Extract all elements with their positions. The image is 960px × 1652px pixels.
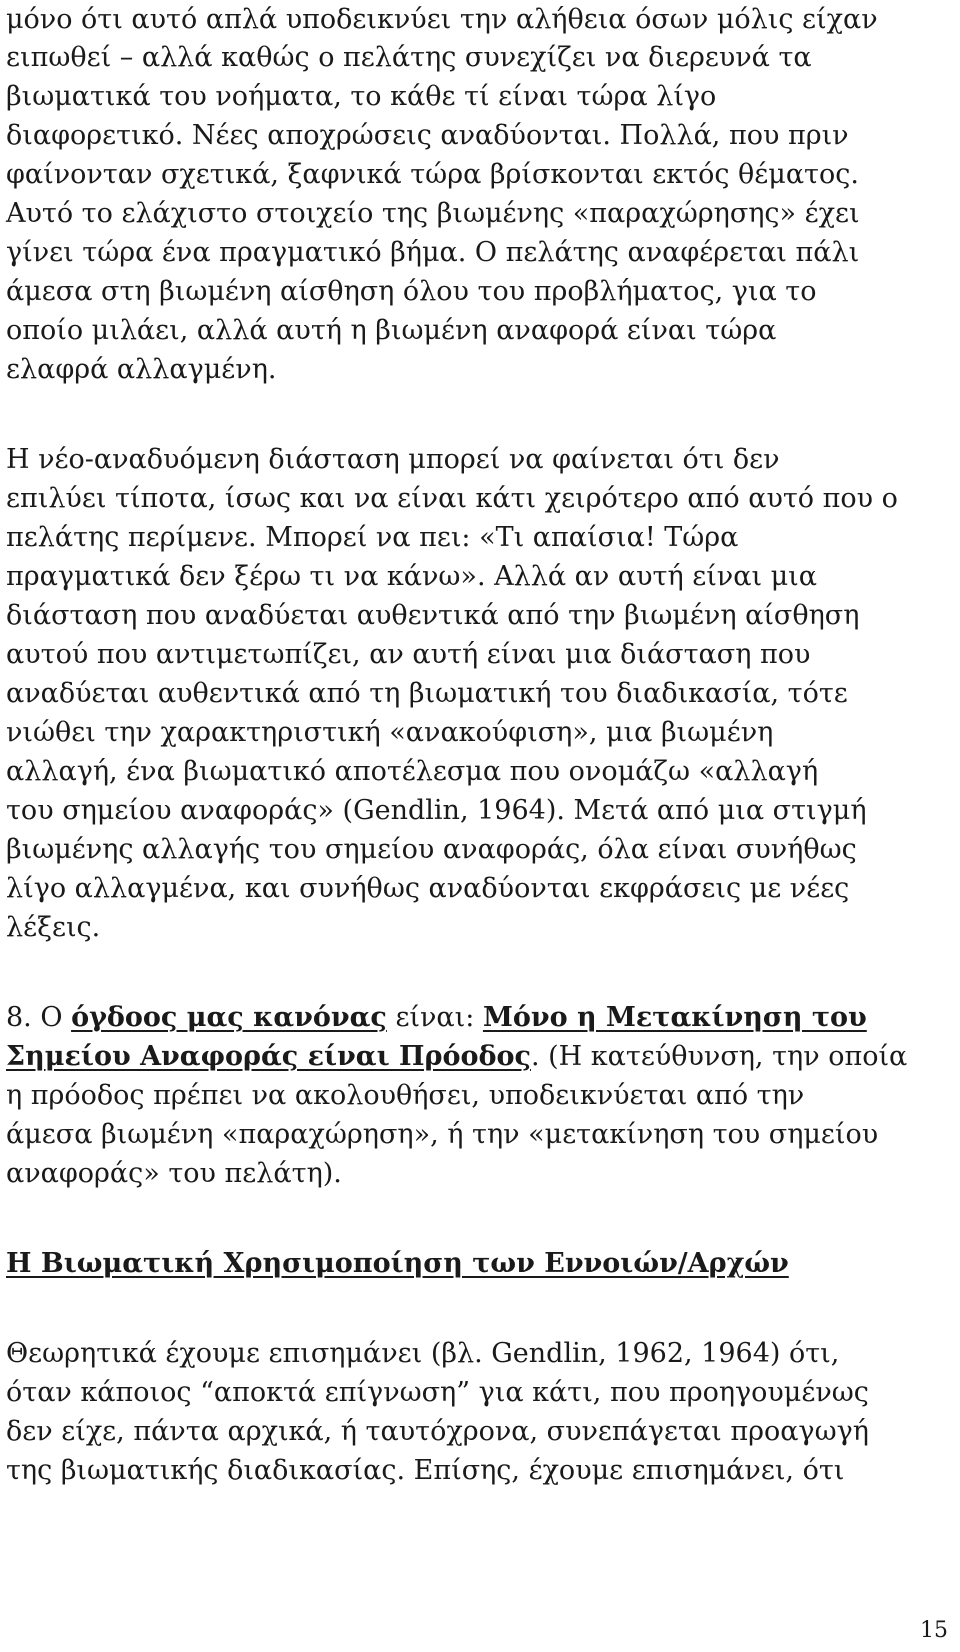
rule-8-label: όγδοος μας κανόνας (71, 1002, 387, 1033)
paragraph-1-line: φαίνονταν σχετικά, ξαφνικά τώρα βρίσκονται εκτός θέματος. (6, 159, 859, 190)
paragraph-2-line: επιλύει τίποτα, ίσως και να είναι κάτι χειρότερο από αυτό που ο (6, 483, 898, 514)
paragraph-1-line: ελαφρά αλλαγμένη. (6, 354, 277, 385)
rule-8-title-part-2: Σημείου Αναφοράς είναι Πρόοδος (6, 1041, 531, 1072)
paragraph-2-line: λέξεις. (6, 912, 101, 943)
section-heading: Η Βιωματική Χρησιμοποίηση των Εννοιών/Αρχών (6, 1248, 789, 1279)
paragraph-1-line: άμεσα στη βιωμένη αίσθηση όλου του προβλήματος, για το (6, 276, 817, 307)
paragraph-2-line: αυτού που αντιμετωπίζει, αν αυτή είναι μια διάσταση που (6, 639, 811, 670)
paragraph-2-line: διάσταση που αναδύεται αυθεντικά από την βιωμένη αίσθηση (6, 600, 860, 631)
rule-8-line-2 (6, 1037, 907, 1077)
paragraph-1-line: Αυτό το ελάχιστο στοιχείο της βιωμένης «παραχώρησης» έχει (6, 198, 860, 229)
rule-8-prefix: 8. Ο (6, 1002, 72, 1033)
rule-8-line: άμεσα βιωμένη «παραχώρηση», ή την «μετακίνηση του σημείου (6, 1119, 879, 1150)
rule-8-middle: είναι: (386, 1002, 483, 1033)
page-number: 15 (920, 1618, 948, 1643)
paragraph-2-line: πραγματικά δεν ξέρω τι να κάνω». Αλλά αν αυτή είναι μια (6, 561, 817, 592)
paragraph-2-line: βιωμένης αλλαγής του σημείου αναφοράς, όλα είναι συνήθως (6, 834, 857, 865)
paragraph-2-line: νιώθει την χαρακτηριστική «ανακούφιση», μια βιωμένη (6, 717, 774, 748)
rule-8-line: αναφοράς» του πελάτη). (6, 1158, 342, 1189)
paragraph-3-line: δεν είχε, πάντα αρχικά, ή ταυτόχρονα, συνεπάγεται προαγωγή (6, 1416, 869, 1447)
paragraph-2-line: αναδύεται αυθεντικά από τη βιωματική του διαδικασία, τότε (6, 678, 848, 709)
paragraph-3-line: της βιωματικής διαδικασίας. Επίσης, έχουμε επισημάνει, ότι (6, 1455, 845, 1486)
paragraph-1-line: διαφορετικό. Νέες αποχρώσεις αναδύονται. Πολλά, που πριν (6, 120, 849, 151)
rule-8-line-1 (6, 998, 867, 1038)
paragraph-2-line: Η νέο-αναδυόμενη διάσταση μπορεί να φαίνεται ότι δεν (6, 444, 780, 475)
paragraph-2-line: αλλαγή, ένα βιωματικό αποτέλεσμα που ονομάζω «αλλαγή (6, 756, 819, 787)
paragraph-1-line: γίνει τώρα ένα πραγματικό βήμα. Ο πελάτης αναφέρεται πάλι (6, 237, 860, 268)
paragraph-1-line: ειπωθεί – αλλά καθώς ο πελάτης συνεχίζει να διερευνά τα (6, 42, 812, 73)
paragraph-1-line: μόνο ότι αυτό απλά υποδεικνύει την αλήθεια όσων μόλις είχαν (6, 4, 878, 35)
paragraph-2-line: του σημείου αναφοράς» (Gendlin, 1964). Μετά από μια στιγμή (6, 795, 867, 826)
paragraph-3-line: Θεωρητικά έχουμε επισημάνει (βλ. Gendlin, 1962, 1964) ότι, (6, 1338, 840, 1369)
paragraph-1-line: οποίο μιλάει, αλλά αυτή η βιωμένη αναφορά είναι τώρα (6, 315, 777, 346)
paragraph-2-line: πελάτης περίμενε. Μπορεί να πει: «Τι απαίσια! Τώρα (6, 522, 739, 553)
paragraph-3-line: όταν κάποιος “αποκτά επίγνωση” για κάτι, που προηγουμένως (6, 1377, 869, 1408)
paragraph-2-line: λίγο αλλαγμένα, και συνήθως αναδύονται εκφράσεις με νέες (6, 873, 850, 904)
rule-8-line: η πρόοδος πρέπει να ακολουθήσει, υποδεικνύεται από την (6, 1080, 805, 1111)
rule-8-title-part-1: Μόνο η Μετακίνηση του (482, 1002, 867, 1033)
rule-8-line-2-rest: . (Η κατεύθυνση, την οποία (530, 1041, 908, 1072)
paragraph-1-line: βιωματικά του νοήματα, το κάθε τί είναι τώρα λίγο (6, 81, 717, 112)
